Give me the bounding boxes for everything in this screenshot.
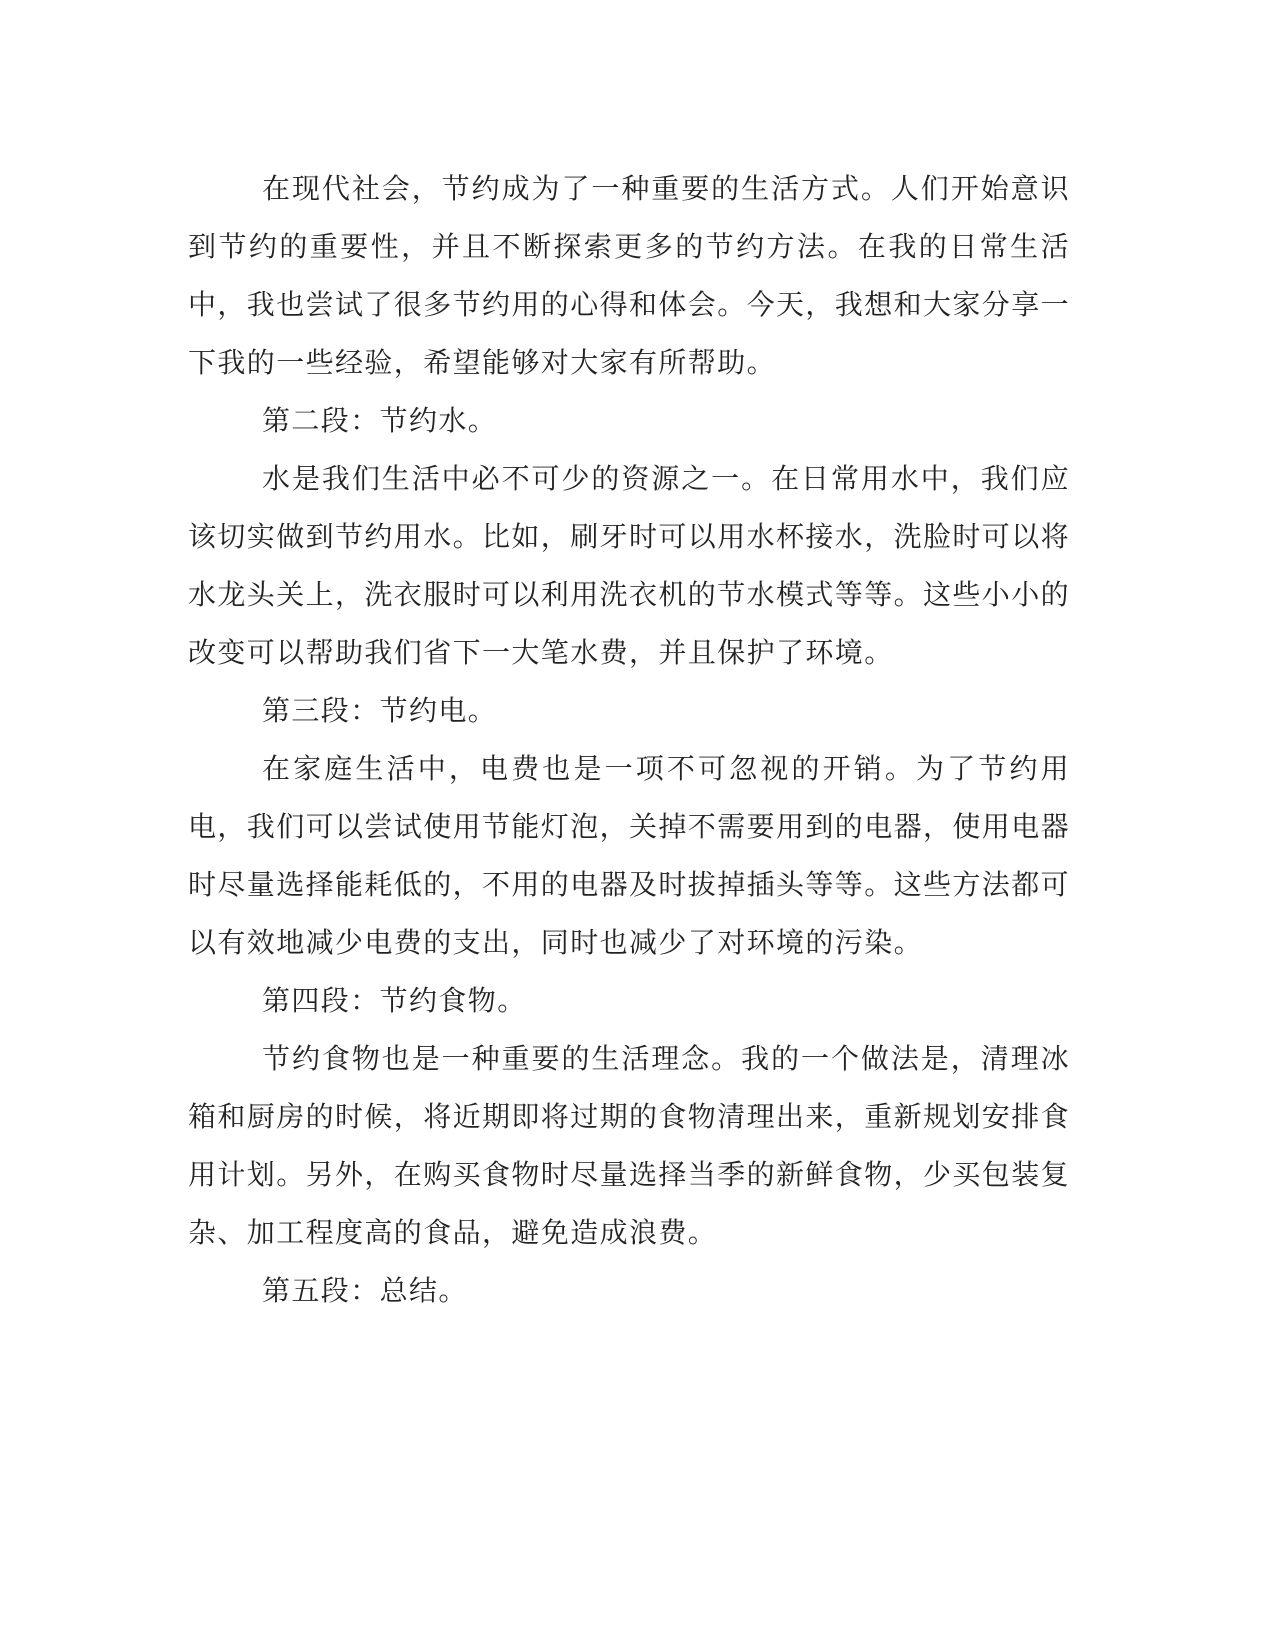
paragraph-food: 节约食物也是一种重要的生活理念。我的一个做法是，清理冰箱和厨房的时候，将近期即将过期的食物清理出来，重新规划安排食用计划。另外，在购买食物时尽量选择当季的新鲜食物，少买包装复杂、加工程度高的食品，避免造成浪费。 xyxy=(188,1042,1071,1249)
section-heading-summary: 第五段：总结。 xyxy=(262,1274,468,1307)
section-heading-electricity: 第三段：节约电。 xyxy=(262,694,498,727)
document-body xyxy=(188,160,1070,1320)
paragraph-water: 水是我们生活中必不可少的资源之一。在日常用水中，我们应该切实做到节约用水。比如，刷牙时可以用水杯接水，洗脸时可以将水龙头关上，洗衣服时可以利用洗衣机的节水模式等等。这些小小的改变可以帮助我们省下一大笔水费，并且保护了环境。 xyxy=(188,462,1071,669)
paragraph-intro: 在现代社会，节约成为了一种重要的生活方式。人们开始意识到节约的重要性，并且不断探索更多的节约方法。在我的日常生活中，我也尝试了很多节约用的心得和体会。今天，我想和大家分享一下我的一些经验，希望能够对大家有所帮助。 xyxy=(188,172,1071,379)
section-heading-water: 第二段：节约水。 xyxy=(262,404,498,437)
paragraph-electricity: 在家庭生活中，电费也是一项不可忽视的开销。为了节约用电，我们可以尝试使用节能灯泡，关掉不需要用到的电器，使用电器时尽量选择能耗低的，不用的电器及时拔掉插头等等。这些方法都可以有效地减少电费的支出，同时也减少了对环境的污染。 xyxy=(188,752,1071,959)
section-heading-food: 第四段：节约食物。 xyxy=(262,984,527,1017)
